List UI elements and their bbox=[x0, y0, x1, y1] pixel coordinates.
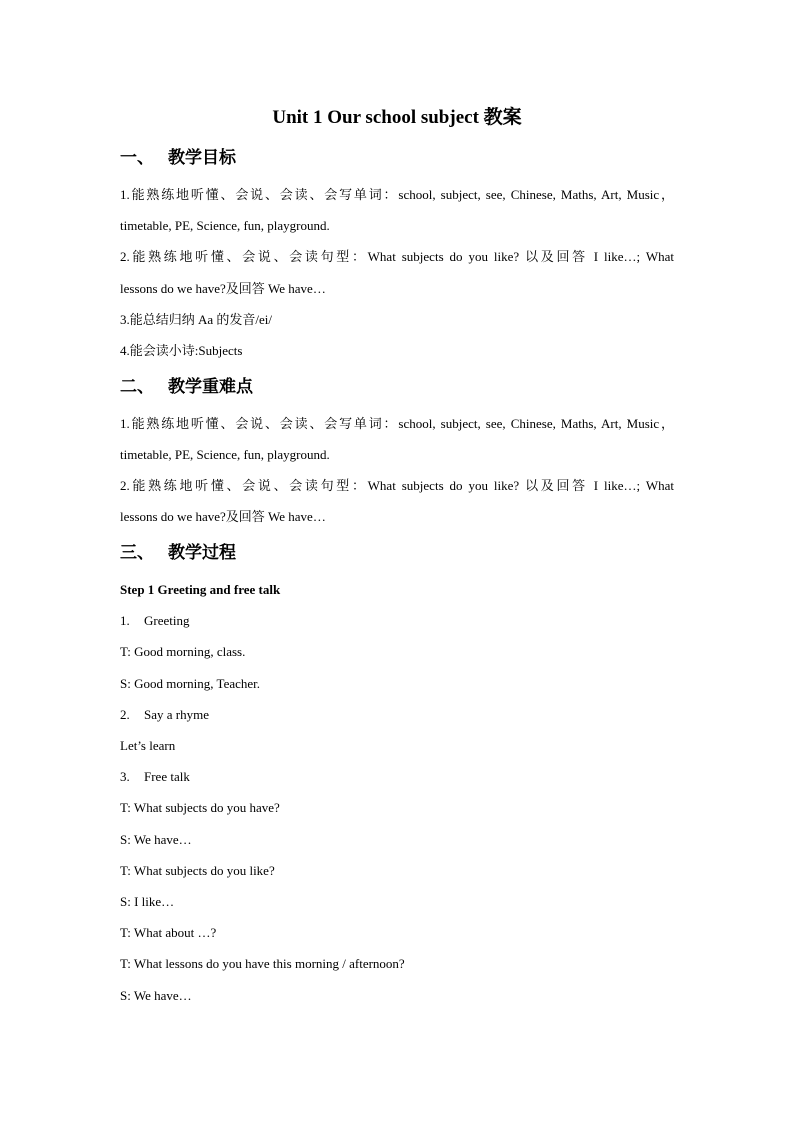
section-heading-process bbox=[120, 541, 236, 565]
list-item bbox=[120, 705, 674, 725]
dialogue-line: T: What about …? bbox=[120, 925, 217, 940]
paragraph-line: timetable, PE, Science, fun, playground. bbox=[120, 218, 330, 233]
dialogue-line: S: We have… bbox=[120, 832, 192, 847]
document-title: Unit 1 Our school subject 教案 bbox=[272, 107, 522, 128]
section-number: 一、 bbox=[120, 148, 154, 167]
dialogue-line: T: What subjects do you have? bbox=[120, 800, 280, 815]
dialogue-line: Let’s learn bbox=[120, 738, 176, 753]
paragraph-line: 2.能熟练地听懂、会说、会读句型：What subjects do you like? 以及回答 I like…; What bbox=[120, 478, 674, 493]
section-title: 教学重难点 bbox=[168, 377, 253, 396]
section-number: 二、 bbox=[120, 377, 154, 396]
paragraph-line: 1.能熟练地听懂、会说、会读、会写单词：school, subject, see, Chinese, Maths, Art, Music， bbox=[120, 187, 674, 202]
section-heading-key-points bbox=[120, 375, 253, 399]
list-text: Greeting bbox=[144, 613, 190, 628]
list-number: 2. bbox=[120, 707, 130, 722]
section-heading-objectives bbox=[120, 146, 236, 170]
list-item bbox=[120, 767, 674, 787]
paragraph-line: 1.能熟练地听懂、会说、会读、会写单词：school, subject, see, Chinese, Maths, Art, Music， bbox=[120, 416, 674, 431]
dialogue-line: S: We have… bbox=[120, 988, 192, 1003]
list-number: 3. bbox=[120, 769, 130, 784]
list-text: Free talk bbox=[144, 769, 190, 784]
step-heading: Step 1 Greeting and free talk bbox=[120, 582, 281, 597]
dialogue-line: S: I like… bbox=[120, 894, 175, 909]
section-title: 教学过程 bbox=[168, 543, 236, 562]
paragraph-line: lessons do we have?及回答 We have… bbox=[120, 509, 326, 524]
dialogue-line: T: What lessons do you have this morning / afternoon? bbox=[120, 956, 405, 971]
list-item bbox=[120, 611, 674, 631]
paragraph-line: timetable, PE, Science, fun, playground. bbox=[120, 447, 330, 462]
section-number: 三、 bbox=[120, 543, 154, 562]
dialogue-line: T: What subjects do you like? bbox=[120, 863, 275, 878]
dialogue-line: S: Good morning, Teacher. bbox=[120, 676, 261, 691]
list-text: Say a rhyme bbox=[144, 707, 209, 722]
dialogue-line: T: Good morning, class. bbox=[120, 644, 246, 659]
paragraph-line: 3.能总结归纳 Aa 的发音/ei/ bbox=[120, 312, 273, 327]
section-title: 教学目标 bbox=[168, 148, 236, 167]
paragraph-line: 2.能熟练地听懂、会说、会读句型：What subjects do you like? 以及回答 I like…; What bbox=[120, 249, 674, 264]
paragraph-line: 4.能会读小诗:Subjects bbox=[120, 343, 243, 358]
list-number: 1. bbox=[120, 613, 130, 628]
paragraph-line: lessons do we have?及回答 We have… bbox=[120, 281, 326, 296]
